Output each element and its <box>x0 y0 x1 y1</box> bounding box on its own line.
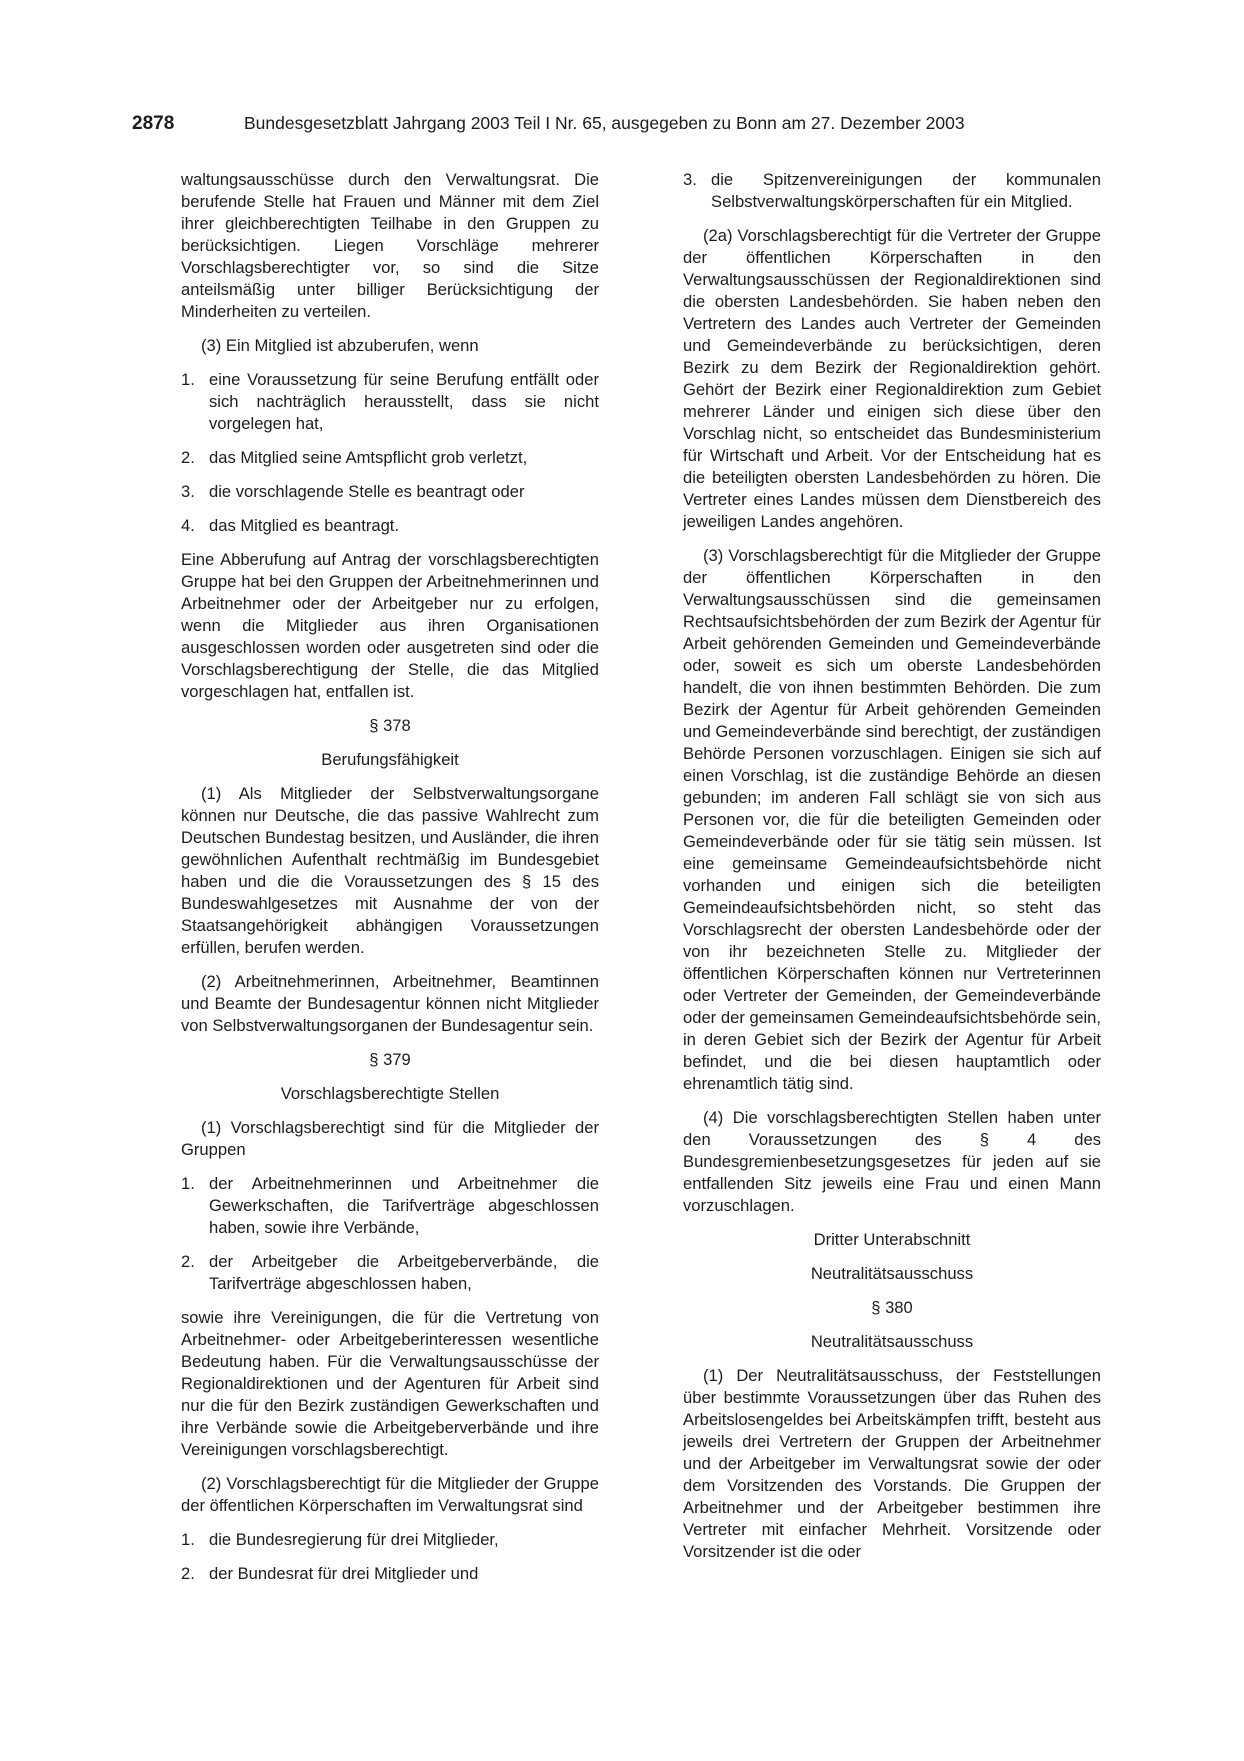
list-item <box>181 447 599 469</box>
list-text: eine Voraussetzung für seine Berufung entfällt oder sich nachträglich herausstellt, dass sie nicht vorgelegen hat, <box>209 370 599 433</box>
section-title-379: Vorschlagsberechtigte Stellen <box>280 1084 500 1103</box>
list-item <box>181 1173 599 1239</box>
list-text: die Spitzenvereinigungen der kommunalen Selbstverwaltungskörperschaften für ein Mitglied. <box>711 170 1101 211</box>
section-number-378: § 378 <box>369 716 411 735</box>
paragraph-sowie: sowie ihre Vereinigungen, die für die Vertretung von Arbeitnehmer- oder Arbeitgeberinteressen wesentliche Bedeutung haben. Für die Verwaltungsausschüsse der Regionaldirektionen und der Agenturen für Arbeit sind nur die für den Bezirk zuständigen Gewerkschaften und ihre Verbände sowie die Arbeitgeberverbände und ihre Vereinigungen vorschlagsberechtigt. <box>181 1308 599 1459</box>
page-header <box>132 112 1122 135</box>
section-number-380: § 380 <box>871 1298 913 1317</box>
list-text: der Arbeitnehmerinnen und Arbeitnehmer die Gewerkschaften, die Tarifverträge abgeschlossen haben, sowie ihre Verbände, <box>209 1174 599 1237</box>
list-item <box>683 169 1101 213</box>
paragraph-380-1: (1) Der Neutralitätsausschuss, der Feststellungen über bestimmte Voraussetzungen über das Ruhen des Arbeitslosengeldes bei Arbeitskämpfen trifft, besteht aus jeweils drei Vertretern der Gruppen der Arbeitnehmer und der Arbeitgeber im Verwaltungsrat sowie der oder dem Vorsitzenden des Vorstands. Die Gruppen der Arbeitnehmer und der Arbeitgeber bestimmen ihre Vertreter mit einfacher Mehrheit. Vorsitzende oder Vorsitzender ist die oder <box>683 1366 1101 1561</box>
list-text: die Bundesregierung für drei Mitglieder, <box>209 1530 499 1549</box>
subsection-title: Neutralitätsausschuss <box>810 1264 974 1283</box>
list-number: 1. <box>181 370 195 389</box>
left-column <box>181 169 599 1597</box>
list-item <box>181 1251 599 1295</box>
section-title-380: Neutralitätsausschuss <box>810 1332 974 1351</box>
list-number: 3. <box>181 482 195 501</box>
list-item <box>181 1529 599 1551</box>
paragraph-379-3: (3) Vorschlagsberechtigt für die Mitglieder der Gruppe der öffentlichen Körperschaften in den Verwaltungsausschüssen sind die gemeinsamen Rechtsaufsichtsbehörden der zum Bezirk der Agentur für Arbeit gehörenden Gemeinden und Gemeindeverbände oder, soweit es sich um oberste Landesbehörden handelt, die von ihnen bestimmten Behörden. Die zum Bezirk der Agentur für Arbeit gehörenden Gemeinden und Gemeindeverbände sind berechtigt, der zuständigen Behörde Personen vorzuschlagen. Einigen sie sich auf einen Vorschlag, ist die zuständige Behörde an diesen gebunden; im anderen Fall schlägt sie von sich aus Personen vor, die für die beteiligten Gemeinden oder Gemeindeverbände oder für sie tätig sein müssen. Ist eine gemeinsame Gemeindeaufsichtsbehörde nicht vorhanden und einigen sich die beteiligten Gemeindeaufsichtsbehörden nicht, so steht das Vorschlagsrecht der obersten Landesbehörde oder der von ihr bezeichneten Stelle zu. Mitglieder der öffentlichen Körperschaften können nur Vertreterinnen oder Vertreter der Gemeinden, der Gemeindeverbände oder der gemeinsamen Gemeindeaufsichtsbehörde sein, in deren Gebiet sich der Bezirk der Agentur für Arbeit befindet, und die bei diesen hauptamtlich oder ehrenamtlich tätig sind. <box>683 546 1101 1093</box>
subsection-heading: Dritter Unterabschnitt <box>813 1230 971 1249</box>
section-number-379: § 379 <box>369 1050 411 1069</box>
list-number: 2. <box>181 448 195 467</box>
list-text: das Mitglied es beantragt. <box>209 516 400 535</box>
list-number: 4. <box>181 516 195 535</box>
list-item <box>181 515 599 537</box>
paragraph-2a: (2a) Vorschlagsberechtigt für die Vertreter der Gruppe der öffentlichen Körperschaften in den Verwaltungsausschüssen der Regionaldirektionen sind die obersten Landesbehörden. Sie haben neben den Vertretern des Landes auch Vertreter der Gemeinden und Gemeindeverbände zu berücksichtigen, deren Bezirk zu dem Bezirk der Regionaldirektion gehört. Gehört der Bezirk einer Regionaldirektion zum Gebiet mehrerer Länder und einigen sich diese über den Vorschlag nicht, so entscheidet das Bundesministerium für Wirtschaft und Arbeit. Vor der Entscheidung hat es die beteiligten obersten Landesbehörden zu hören. Die Vertreter eines Landes müssen dem Dienstbereich des jeweiligen Landes angehören. <box>683 226 1101 531</box>
paragraph-378-1: (1) Als Mitglieder der Selbstverwaltungsorgane können nur Deutsche, die das passive Wahlrecht zum Deutschen Bundestag besitzen, und Ausländer, die ihren gewöhnlichen Aufenthalt rechtmäßig im Bundesgebiet haben und die die Voraussetzungen des § 15 des Bundeswahlgesetzes mit Ausnahme der von der Staatsangehörigkeit abhängigen Voraussetzungen erfüllen, berufen werden. <box>181 784 599 957</box>
list-text: das Mitglied seine Amtspflicht grob verletzt, <box>209 448 528 467</box>
page-number: 2878 <box>132 113 175 134</box>
right-column <box>683 169 1101 1575</box>
paragraph-379-2: (2) Vorschlagsberechtigt für die Mitglieder der Gruppe der öffentlichen Körperschaften im Verwaltungsrat sind <box>181 1474 599 1515</box>
section-title-378: Berufungsfähigkeit <box>321 750 459 769</box>
journal-title: Bundesgesetzblatt Jahrgang 2003 Teil I Nr. 65, ausgegeben zu Bonn am 27. Dezember 2003 <box>244 113 965 133</box>
list-number: 1. <box>181 1530 195 1549</box>
paragraph-378-2: (2) Arbeitnehmerinnen, Arbeitnehmer, Beamtinnen und Beamte der Bundesagentur können nicht Mitglieder von Selbstverwaltungsorganen der Bundesagentur sein. <box>181 972 599 1035</box>
list-item <box>181 1563 599 1585</box>
list-text: der Arbeitgeber die Arbeitgeberverbände, die Tarifverträge abgeschlossen haben, <box>209 1252 599 1293</box>
list-number: 2. <box>181 1252 195 1271</box>
list-text: die vorschlagende Stelle es beantragt oder <box>209 482 525 501</box>
list-text: der Bundesrat für drei Mitglieder und <box>209 1564 479 1583</box>
paragraph-abs3: (3) Ein Mitglied ist abzuberufen, wenn <box>201 336 479 355</box>
paragraph-intro: waltungsausschüsse durch den Verwaltungsrat. Die berufende Stelle hat Frauen und Männer mit dem Ziel ihrer gleichberechtigten Teilhabe in den Gruppen zu berücksichtigen. Liegen Vorschläge mehrerer Vorschlagsberechtigter vor, so sind die Sitze anteilsmäßig unter billiger Berücksichtigung der Minderheiten zu verteilen. <box>181 170 599 321</box>
paragraph-379-1: (1) Vorschlagsberechtigt sind für die Mitglieder der Gruppen <box>181 1118 599 1159</box>
list-number: 2. <box>181 1564 195 1583</box>
list-number: 1. <box>181 1174 195 1193</box>
paragraph-379-4: (4) Die vorschlagsberechtigten Stellen haben unter den Voraussetzungen des § 4 des Bundesgremienbesetzungsgesetzes für jeden auf sie entfallenden Sitz jeweils eine Frau und einen Mann vorzuschlagen. <box>683 1108 1101 1215</box>
list-number: 3. <box>683 170 697 189</box>
list-item <box>181 369 599 435</box>
paragraph-abberufung: Eine Abberufung auf Antrag der vorschlagsberechtigten Gruppe hat bei den Gruppen der Arbeitnehmerinnen und Arbeitnehmer oder der Arbeitgeber nur zu erfolgen, wenn die Mitglieder aus ihren Organisationen ausgeschlossen worden oder ausgetreten sind oder die Vorschlagsberechtigung der Stelle, die das Mitglied vorgeschlagen hat, entfallen ist. <box>181 550 599 701</box>
list-item <box>181 481 599 503</box>
